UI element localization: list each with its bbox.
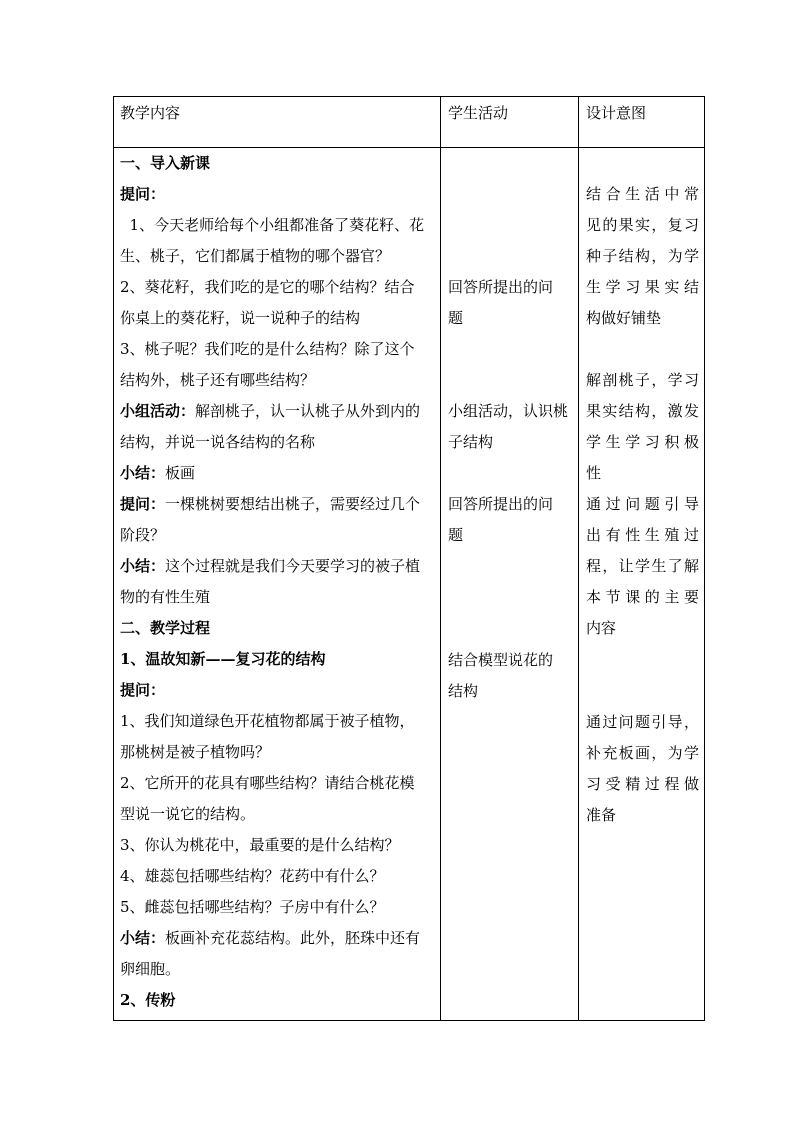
question-label: 提问：: [120, 495, 166, 513]
header-student-activity: 学生活动: [448, 104, 509, 122]
summary-label: 小结：: [120, 929, 166, 947]
content-line: 你桌上的葵花籽，说一说种子的结构: [120, 309, 361, 327]
summary-label: 小结：: [120, 557, 166, 575]
subsection-title: 1、温故知新——复习花的结构: [120, 650, 326, 668]
design-intent-block: 解剖桃子，学习 果实结构，激发 学生学习积极 性: [586, 371, 699, 482]
content-line: 4、雄蕊包括哪些结构？花药中有什么？: [120, 867, 385, 885]
group-activity-label: 小组活动：: [120, 402, 196, 420]
content-line: 小组活动：解剖桃子，认一认桃子从外到内的: [120, 402, 421, 420]
header-teaching-content: 教学内容: [120, 104, 181, 122]
content-line: 小结：这个过程就是我们今天要学习的被子植: [120, 557, 421, 575]
content-line: 2、它所开的花具有哪些结构？请结合桃花模: [120, 774, 415, 792]
content-line: 3、你认为桃花中，最重要的是什么结构？: [120, 836, 400, 854]
student-activity-block: 回答所提出的问 题: [448, 495, 554, 544]
section-title: 一、导入新课: [120, 154, 211, 172]
content-line: 2、葵花籽，我们吃的是它的哪个结构？结合: [120, 278, 415, 296]
header-design-intent: 设计意图: [586, 104, 647, 122]
content-line: 那桃树是被子植物吗？: [120, 743, 271, 761]
column-divider: [440, 97, 441, 1020]
design-intent-block: 通过问题引导， 补充板画，为学 习受精过程做 准备: [586, 713, 699, 824]
summary-label: 小结：: [120, 464, 166, 482]
content-line: 卵细胞。: [120, 960, 181, 978]
section-title: 二、教学过程: [120, 619, 211, 637]
design-intent-block: 结合生活中常 见的果实，复习 种子结构，为学 生学习果实结 构做好铺垫: [586, 185, 699, 327]
student-activity-block: 回答所提出的问 题: [448, 278, 554, 327]
student-activity-block: 小组活动，认识桃 子结构: [448, 402, 569, 451]
subsection-title: 2、传粉: [120, 991, 176, 1009]
content-line: 结构外，桃子还有哪些结构？: [120, 371, 316, 389]
content-line: 小结：板画: [120, 464, 196, 482]
content-line: 小结：板画补充花蕊结构。此外，胚珠中还有: [120, 929, 421, 947]
content-line: 1、今天老师给每个小组都准备了葵花籽、花: [120, 216, 425, 234]
content-line: 物的有性生殖: [120, 588, 211, 606]
design-intent-block: 通过问题引导 出有性生殖过 程，让学生了解 本节课的主要 内容: [586, 495, 699, 637]
content-line: 3、桃子呢？我们吃的是什么结构？除了这个: [120, 340, 415, 358]
content-line: 阶段？: [120, 526, 166, 544]
content-line: 5、雌蕊包括哪些结构？子房中有什么？: [120, 898, 385, 916]
content-line: 结构，并说一说各结构的名称: [120, 433, 316, 451]
question-label: 提问：: [120, 681, 166, 699]
teaching-content-column: [120, 148, 436, 1016]
content-line: 生、桃子，它们都属于植物的哪个器官？: [120, 247, 391, 265]
question-label: 提问：: [120, 185, 166, 203]
content-line: 型说一说它的结构。: [120, 805, 256, 823]
content-line: 提问：一棵桃树要想结出桃子，需要经过几个: [120, 495, 421, 513]
column-divider: [578, 97, 579, 1020]
student-activity-block: 结合模型说花的 结构: [448, 651, 554, 700]
lesson-plan-table: [113, 96, 705, 1021]
content-line: 1、我们知道绿色开花植物都属于被子植物，: [120, 712, 415, 730]
